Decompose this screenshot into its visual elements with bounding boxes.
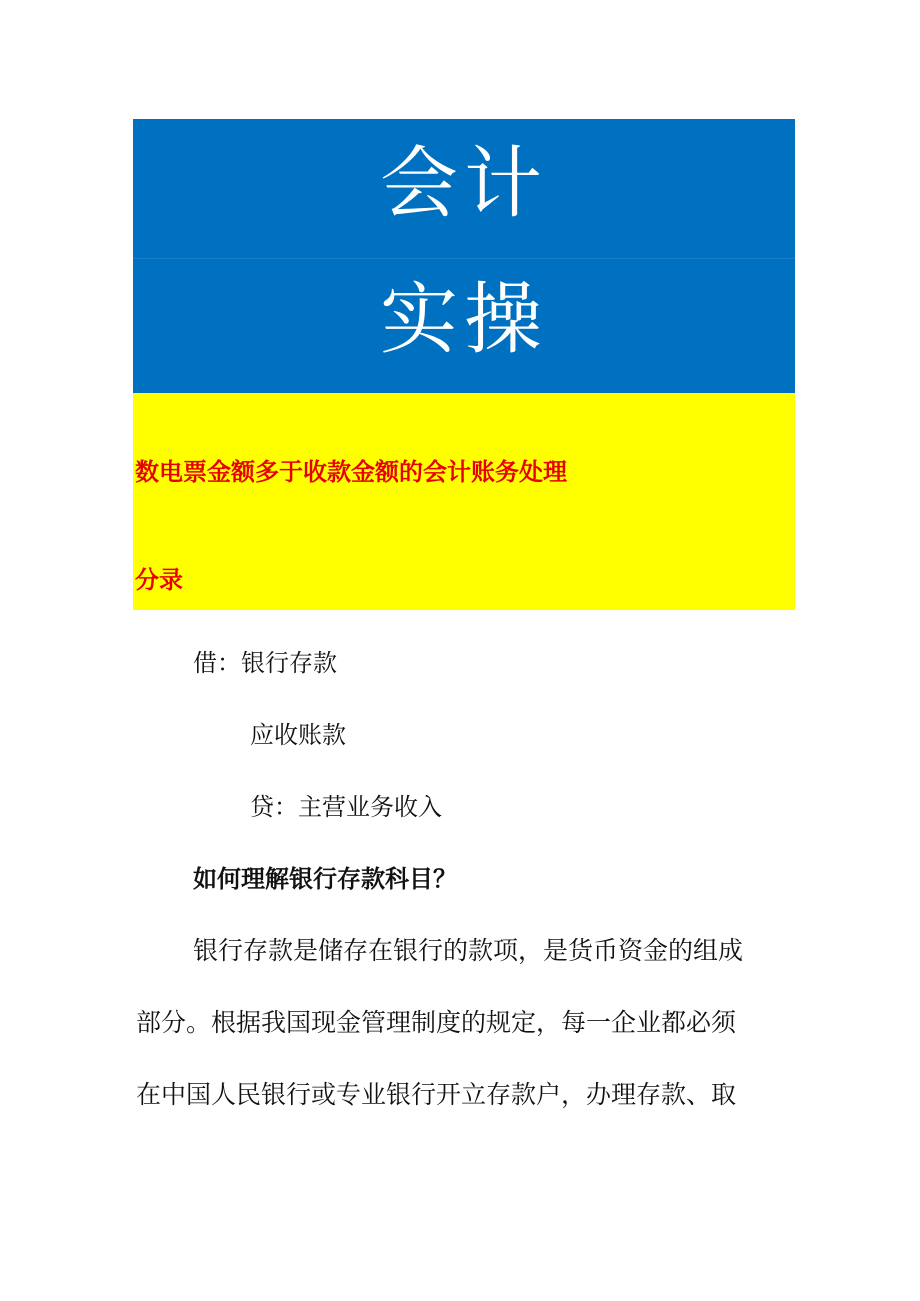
section-question-heading: 如何理解银行存款科目？: [193, 865, 457, 893]
journal-entry-debit-bank: 借：银行存款: [193, 649, 337, 677]
paragraph-line: 部分。根据我国现金管理制度的规定，每一企业都必须: [136, 1008, 737, 1037]
paragraph-line: 银行存款是储存在银行的款项，是货币资金的组成: [193, 936, 744, 965]
title-banner-bottom: [133, 258, 795, 394]
paragraph-line: 在中国人民银行或专业银行开立存款户，办理存款、取: [136, 1080, 737, 1109]
title-line-1: 会计: [379, 139, 548, 229]
subtitle-line-2: 分录: [135, 566, 183, 594]
title-line-2: 实操: [379, 275, 548, 365]
journal-entry-debit-receivable: 应收账款: [250, 721, 346, 749]
journal-entry-credit-revenue: 贷：主营业务收入: [250, 793, 442, 821]
subtitle-line-1: 数电票金额多于收款金额的会计账务处理: [135, 458, 567, 486]
subtitle-banner-bottom: [133, 501, 795, 610]
subtitle-banner-top: [133, 393, 795, 501]
title-banner-top: [133, 119, 795, 258]
